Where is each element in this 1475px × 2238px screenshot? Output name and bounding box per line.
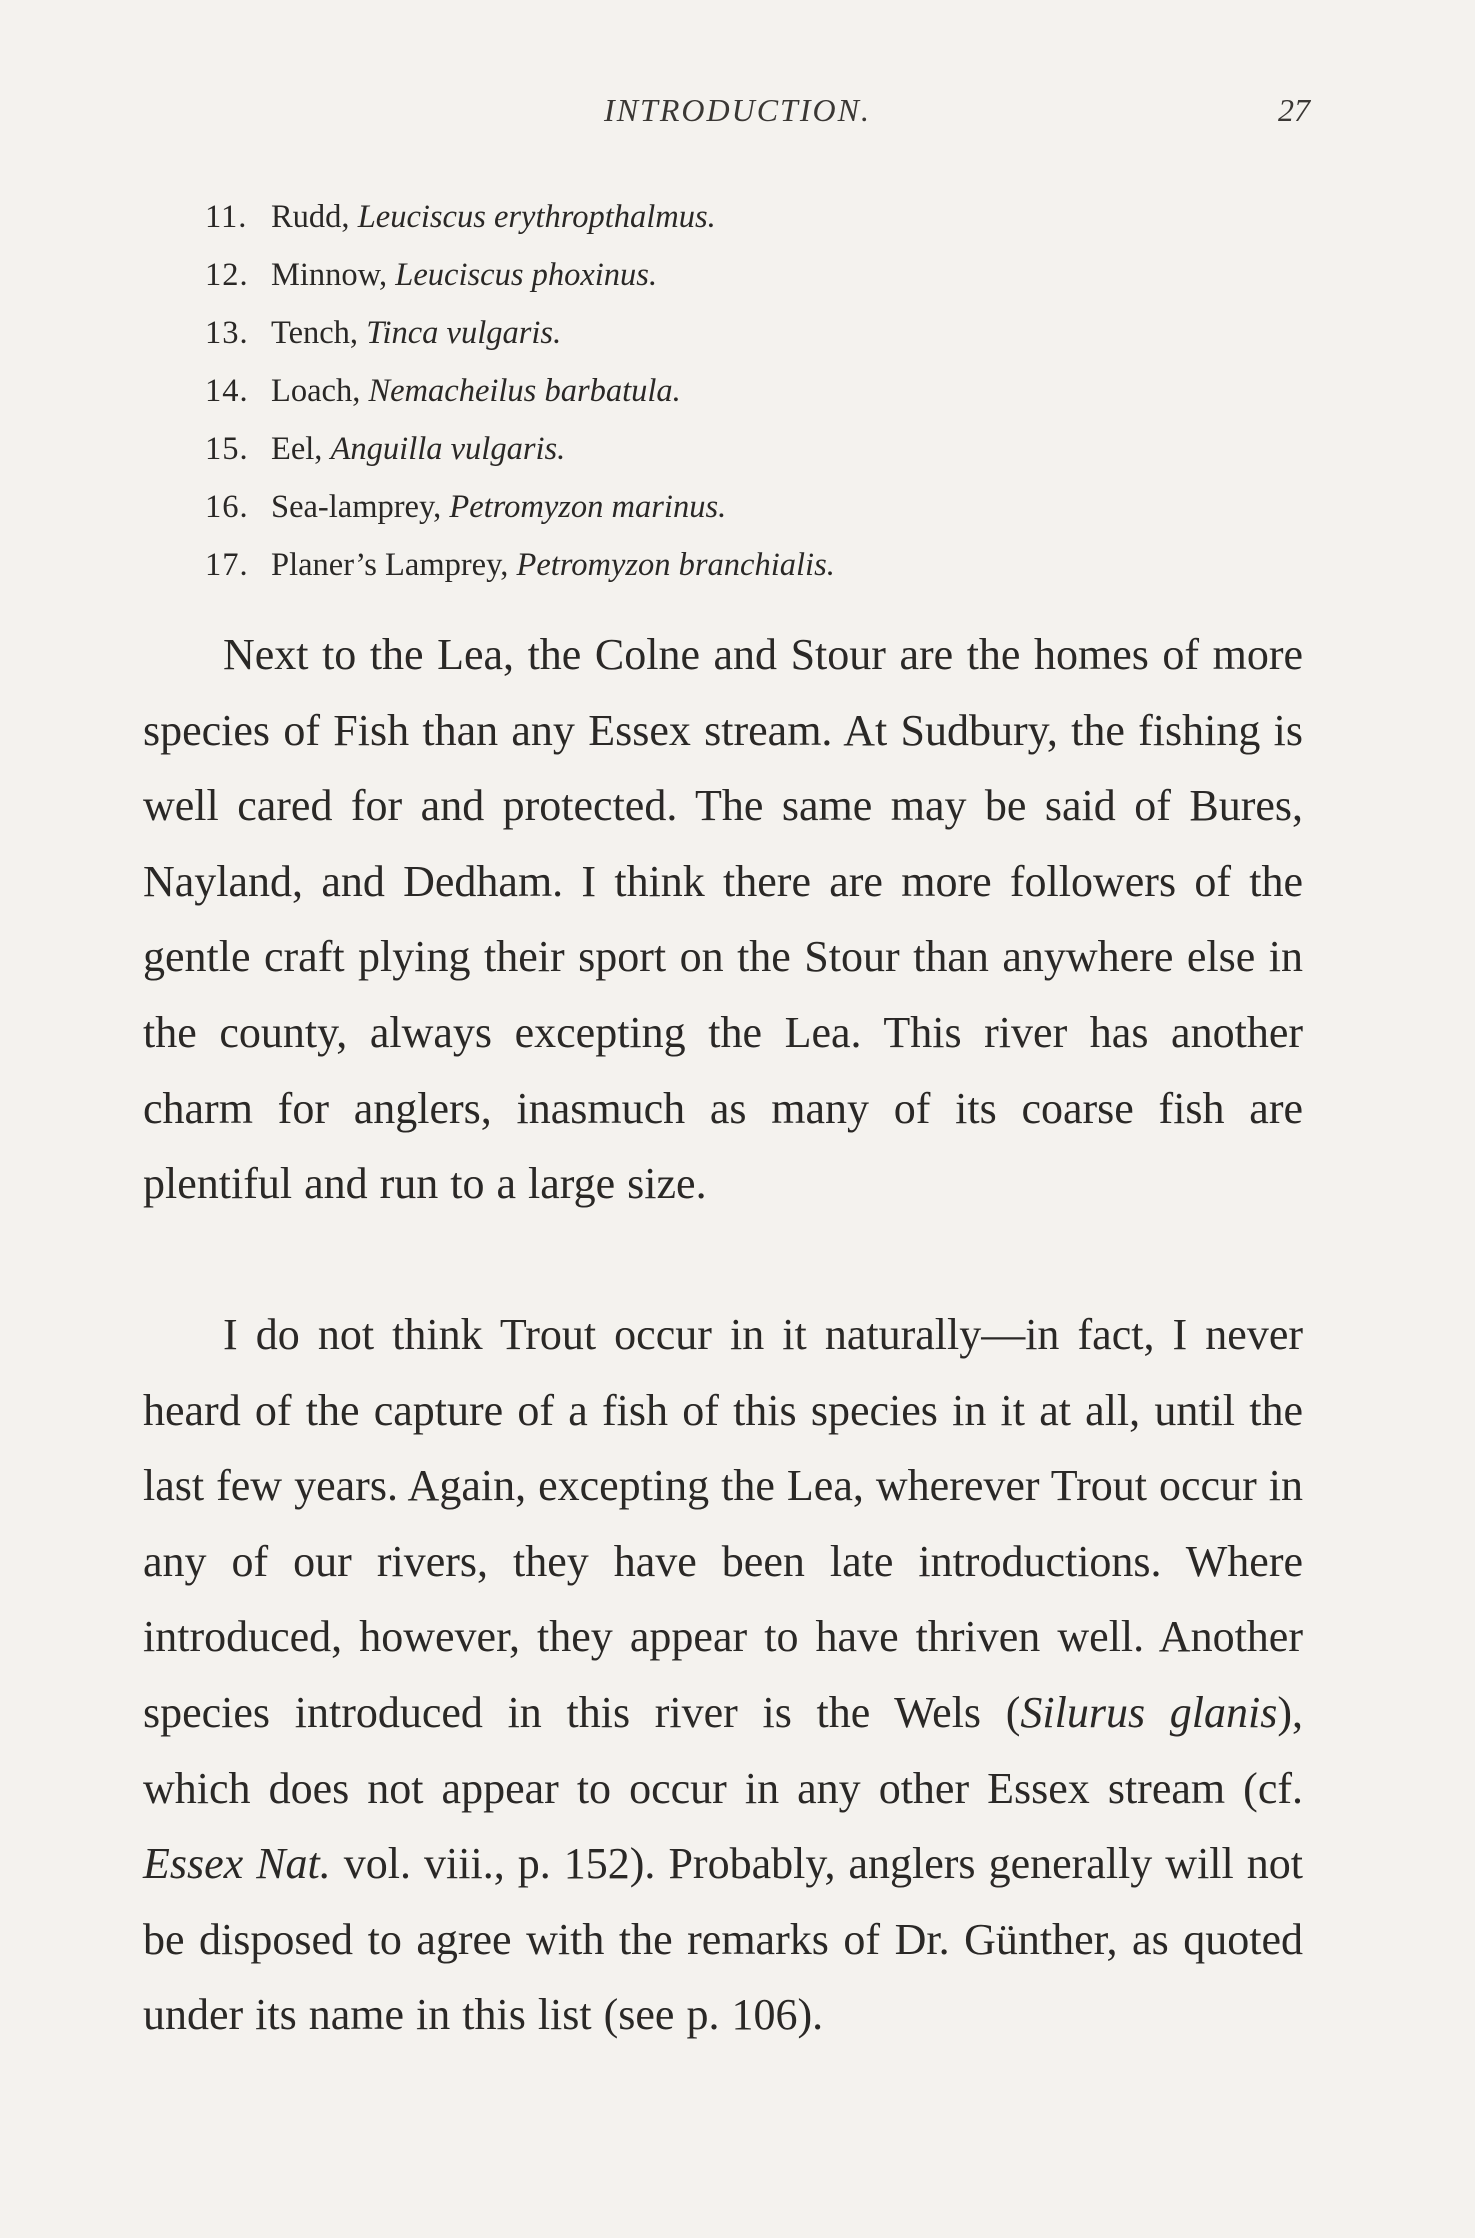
paragraph-2 <box>143 1297 1303 2053</box>
paragraph-2-text-2: ), which does not appear to occur in any other Essex stream (cf. <box>143 1687 1303 1813</box>
list-item-number: 15. <box>205 431 249 467</box>
page-number: 27 <box>1278 92 1310 128</box>
list-item <box>205 478 835 536</box>
common-name: Rudd, <box>271 199 358 235</box>
list-item <box>205 536 835 594</box>
running-title: INTRODUCTION. <box>604 92 871 128</box>
common-name: Planer’s Lamprey, <box>271 547 517 583</box>
scientific-name: Petromyzon branchialis. <box>516 547 835 583</box>
list-item-number: 16. <box>205 489 249 525</box>
list-item-number: 17. <box>205 547 249 583</box>
list-item <box>205 304 835 362</box>
body-text <box>143 617 1303 2053</box>
journal-title-italic: Essex Nat. <box>143 1839 331 1889</box>
list-item-number: 14. <box>205 373 249 409</box>
common-name: Tench, <box>271 315 367 351</box>
list-item <box>205 420 835 478</box>
scientific-name: Anguilla vulgaris. <box>330 431 566 467</box>
paragraph-2-text-1: I do not think Trout occur in it naturally—in fact, I never heard of the capture of a fish of this species in it at all, until the last few years. Again, excepting the Lea, wherever Trout occur in any of our rivers, they have been late introductions. Where introduced, however, they appear to have thriven well. Another species introduced in this river is the Wels ( <box>143 1310 1303 1737</box>
list-item <box>205 246 835 304</box>
running-header <box>0 92 1475 142</box>
common-name: Loach, <box>271 373 369 409</box>
species-name-italic: Silurus glanis <box>1020 1687 1278 1737</box>
scientific-name: Leuciscus erythropthalmus. <box>357 199 716 235</box>
list-item-number: 13. <box>205 315 249 351</box>
species-list <box>205 188 835 594</box>
list-item-number: 12. <box>205 257 249 293</box>
paragraph-1: Next to the Lea, the Colne and Stour are the homes of more species of Fish than any Essex stream. At Sudbury, the fishing is well cared for and protected. The same may be said of Bures, Nayland, and Dedham. I think there are more followers of the gentle craft plying their sport on the Stour than anywhere else in the county, always excepting the Lea. This river has another charm for anglers, inasmuch as many of its coarse fish are plentiful and run to a large size. <box>143 630 1303 1209</box>
scientific-name: Leuciscus phoxinus. <box>395 257 658 293</box>
common-name: Minnow, <box>271 257 396 293</box>
scientific-name: Petromyzon marinus. <box>449 489 727 525</box>
scientific-name: Tinca vulgaris. <box>366 315 562 351</box>
scientific-name: Nemacheilus barbatula. <box>368 373 681 409</box>
common-name: Eel, <box>271 431 331 467</box>
list-item <box>205 362 835 420</box>
list-item <box>205 188 835 246</box>
list-item-number: 11. <box>205 199 248 235</box>
common-name: Sea-lamprey, <box>271 489 450 525</box>
paragraph-2-text-3: vol. viii., p. 152). Probably, anglers generally will not be disposed to agree with the remarks of Dr. Günther, as quoted under its name in this list (see p. 106). <box>143 1839 1303 2040</box>
